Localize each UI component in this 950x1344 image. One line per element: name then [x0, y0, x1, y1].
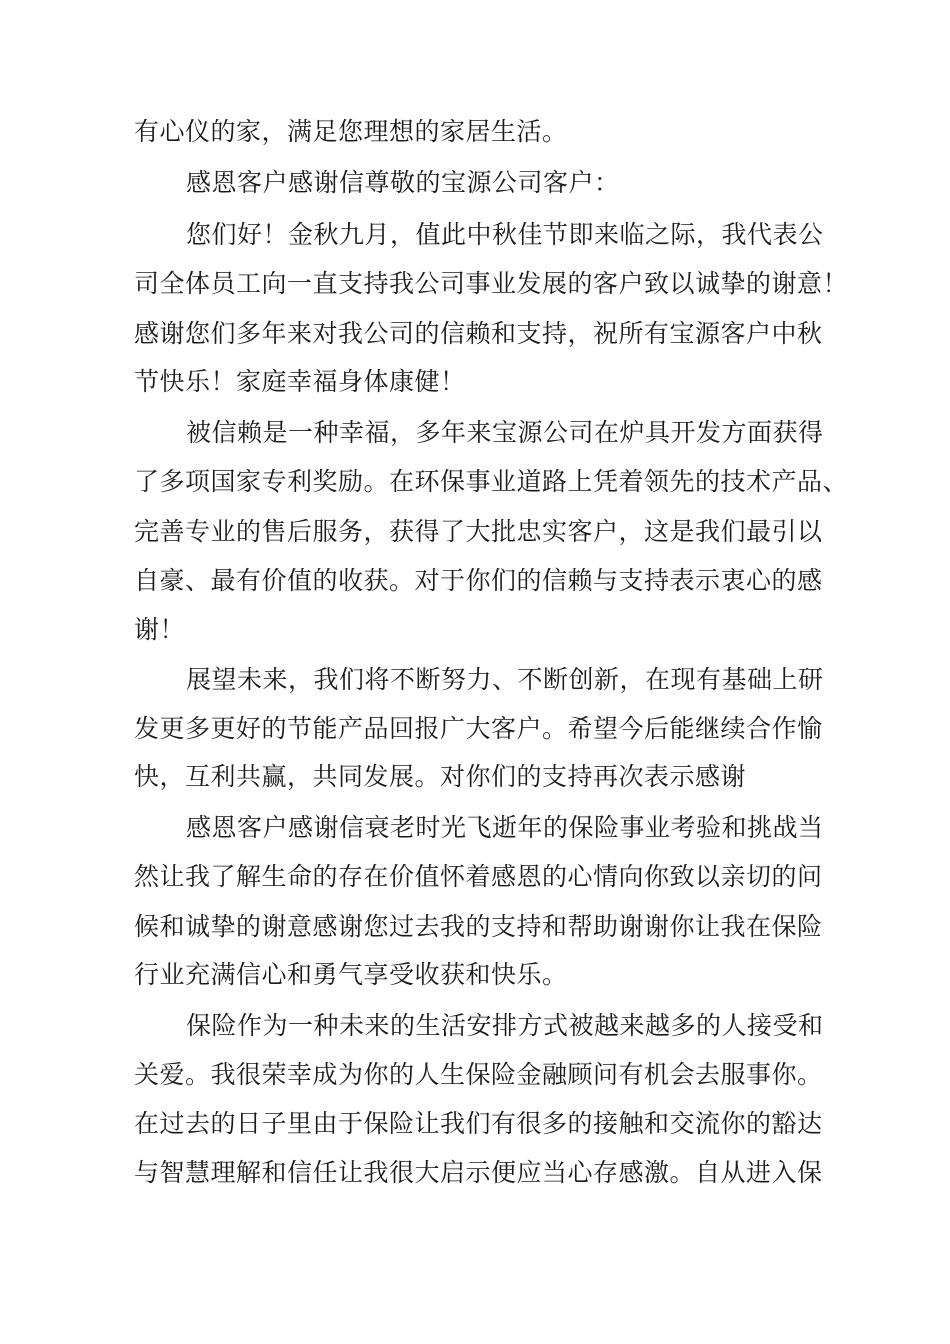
- text-line: 您们好！金秋九月，值此中秋佳节即来临之际，我代表公: [186, 220, 824, 249]
- text-line: 司全体员工向一直支持我公司事业发展的客户致以诚挚的谢意！: [134, 269, 849, 298]
- text-line: 保险作为一种未来的生活安排方式被越来越多的人接受和: [186, 1011, 824, 1040]
- text-line: 行业充满信心和勇气享受收获和快乐。: [134, 960, 568, 989]
- text-line: 与智慧理解和信任让我很大启示便应当心存感激。自从进入保: [134, 1158, 823, 1187]
- text-line: 了多项国家专利奖励。在环保事业道路上凭着领先的技术产品、: [134, 467, 849, 496]
- text-line: 感谢您们多年来对我公司的信赖和支持，祝所有宝源客户中秋: [134, 319, 823, 348]
- text-line: 关爱。我很荣幸成为你的人生保险金融顾问有机会去服事你。: [134, 1060, 823, 1089]
- text-line: 完善专业的售后服务，获得了大批忠实客户，这是我们最引以: [134, 517, 823, 546]
- text-line: 谢！: [134, 615, 186, 644]
- text-line: 快，互利共赢，共同发展。对你们的支持再次表示感谢: [134, 762, 747, 791]
- text-line: 展望未来，我们将不断努力、不断创新，在现有基础上研: [186, 665, 824, 694]
- text-line: 感恩客户感谢信衰老时光飞逝年的保险事业考验和挑战当: [186, 813, 824, 842]
- text-line: 自豪、最有价值的收获。对于你们的信赖与支持表示衷心的感: [134, 566, 823, 595]
- text-line: 有心仪的家，满足您理想的家居生活。: [134, 117, 568, 146]
- text-line: 感恩客户感谢信尊敬的宝源公司客户：: [186, 168, 620, 197]
- text-line: 节快乐！家庭幸福身体康健！: [134, 367, 466, 396]
- text-line: 被信赖是一种幸福，多年来宝源公司在炉具开发方面获得: [186, 418, 824, 447]
- text-line: 发更多更好的节能产品回报广大客户。希望今后能继续合作愉: [134, 714, 823, 743]
- text-line: 在过去的日子里由于保险让我们有很多的接触和交流你的豁达: [134, 1109, 823, 1138]
- text-line: 然让我了解生命的存在价值怀着感恩的心情向你致以亲切的问: [134, 862, 823, 891]
- text-line: 候和诚挚的谢意感谢您过去我的支持和帮助谢谢你让我在保险: [134, 912, 823, 941]
